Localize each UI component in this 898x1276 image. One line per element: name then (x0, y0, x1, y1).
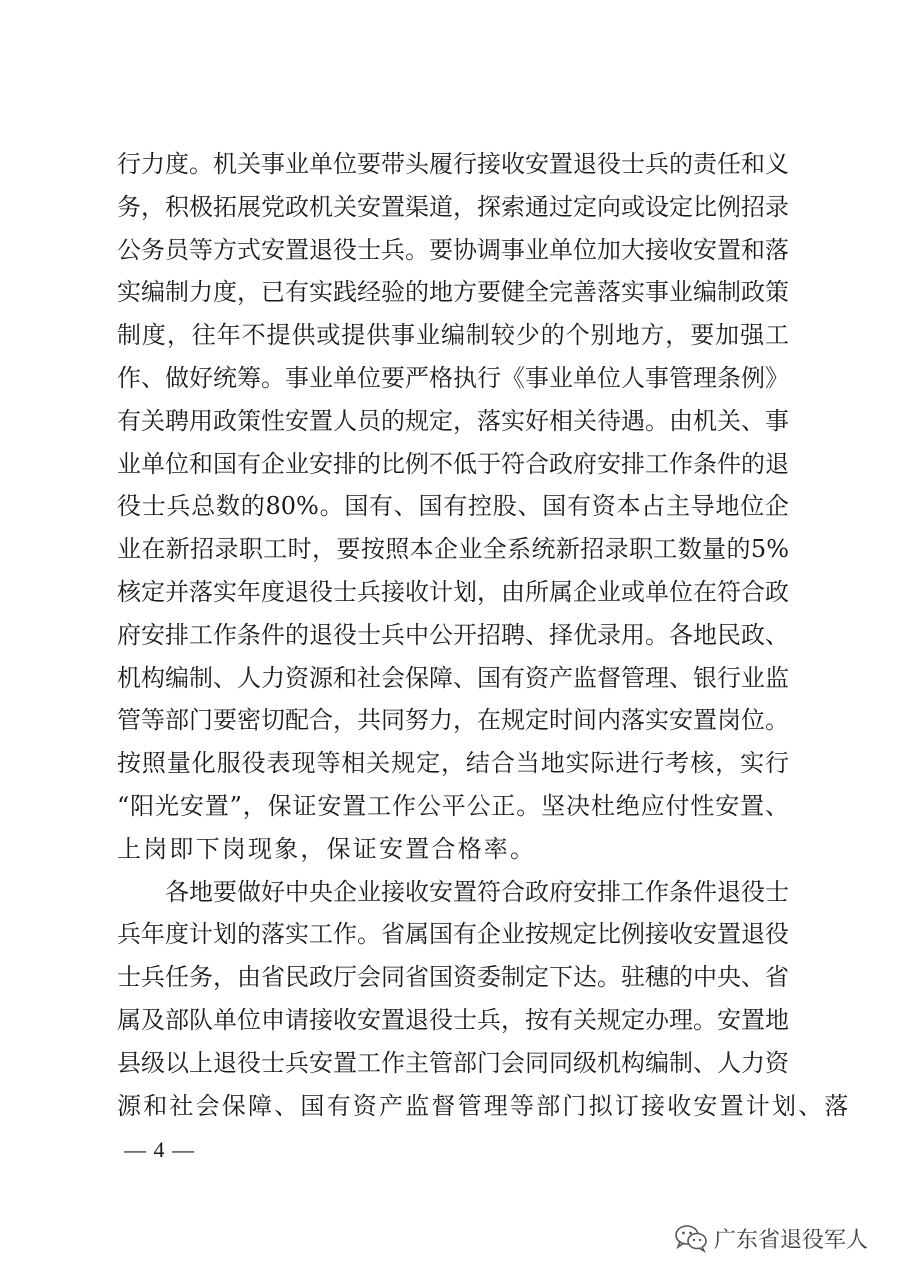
page-number: — 4 — (124, 1137, 195, 1162)
body-text (117, 143, 851, 1127)
text-line: 有关聘用政策性安置人员的规定，落实好相关待遇。由机关、事 (117, 406, 789, 435)
wechat-icon (674, 1223, 708, 1253)
text-line: 实编制力度，已有实践经验的地方要健全完善落实事业编制政策 (117, 278, 789, 307)
text-line: 务，积极拓展党政机关安置渠道，探索通过定向或设定比例招录 (117, 192, 789, 221)
text-line: 各地要做好中央企业接收安置符合政府安排工作条件退役士 (165, 877, 789, 906)
text-line: 上岗即下岗现象，保证安置合格率。 (117, 834, 537, 863)
text-line: “阳光安置”，保证安置工作公平公正。坚决杜绝应付性安置、 (117, 791, 789, 820)
text-line: 兵年度计划的落实工作。省属国有企业按规定比例接收安置退役 (117, 920, 789, 949)
text-line: 按照量化服役表现等相关规定，结合当地实际进行考核，实行 (117, 749, 789, 778)
text-line: 府安排工作条件的退役士兵中公开招聘、择优录用。各地民政、 (117, 620, 789, 649)
text-line: 作、做好统筹。事业单位要严格执行《事业单位人事管理条例》 (117, 363, 789, 392)
text-line: 行力度。机关事业单位要带头履行接收安置退役士兵的责任和义 (117, 150, 789, 178)
text-line: 业单位和国有企业安排的比例不低于符合政府安排工作条件的退 (117, 449, 789, 478)
text-line: 士兵任务，由省民政厅会同省国资委制定下达。驻穗的中央、省 (117, 963, 789, 992)
text-line: 公务员等方式安置退役士兵。要协调事业单位加大接收安置和落 (117, 235, 789, 264)
text-line: 管等部门要密切配合，共同努力，在规定时间内落实安置岗位。 (117, 706, 789, 735)
text-line: 机构编制、人力资源和社会保障、国有资产监督管理、银行业监 (117, 663, 789, 692)
watermark-text: 广东省退役军人 (714, 1227, 869, 1253)
text-line: 县级以上退役士兵安置工作主管部门会同同级机构编制、人力资 (117, 1048, 789, 1077)
text-line: 属及部队单位申请接收安置退役士兵，按有关规定办理。安置地 (117, 1005, 789, 1034)
source-watermark (674, 1220, 868, 1256)
text-line: 制度，往年不提供或提供事业编制较少的个别地方，要加强工 (117, 321, 789, 350)
text-line: 役士兵总数的80%。国有、国有控股、国有资本占主导地位企 (117, 492, 789, 521)
text-line: 源和社会保障、国有资产监督管理等部门拟订接收安置计划、落 (117, 1091, 851, 1120)
text-line: 业在新招录职工时，要按照本企业全系统新招录职工数量的5% (117, 535, 789, 564)
text-line: 核定并落实年度退役士兵接收计划，由所属企业或单位在符合政 (117, 577, 789, 606)
